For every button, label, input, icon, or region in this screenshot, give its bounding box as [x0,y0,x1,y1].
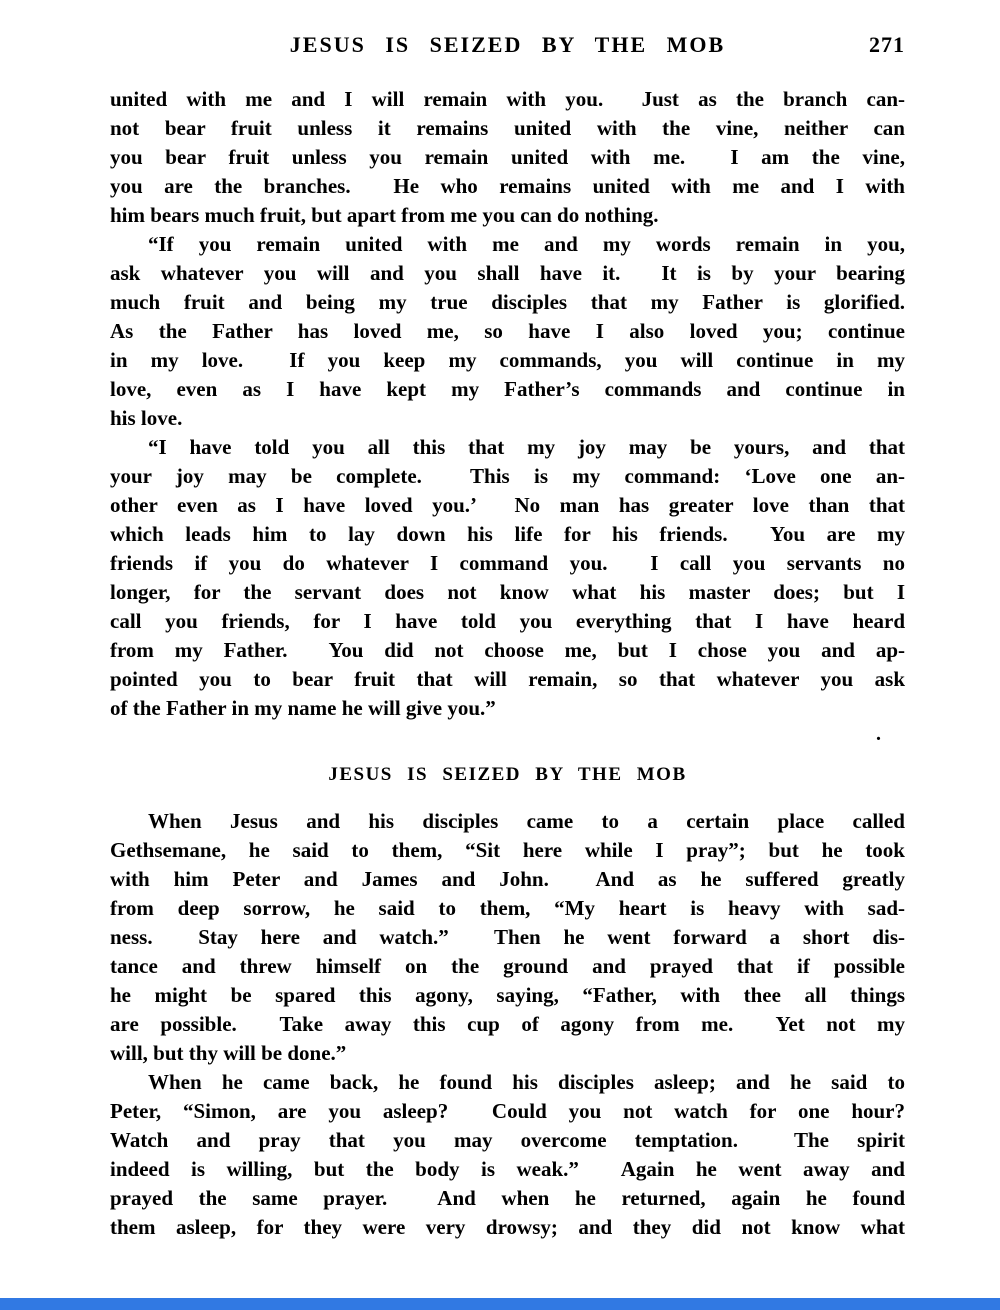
text-line: are possible. Take away this cup of agony from me. Yet not my [110,1012,905,1036]
paragraph [110,807,905,1068]
text-line: ness. Stay here and watch.” Then he went forward a short dis- [110,925,905,949]
text-line: love, even as I have kept my Father’s commands and continue in [110,377,905,401]
text-line: him bears much fruit, but apart from me you can do nothing. [110,203,659,227]
text-line: When he came back, he found his disciples asleep; and he said to [148,1070,905,1094]
text-line: your joy may be complete. This is my command: ‘Love one an- [110,464,905,488]
text-line: ask whatever you will and you shall have it. It is by your bearing [110,261,905,285]
text-line: them asleep, for they were very drowsy; and they did not know what [110,1215,905,1239]
paragraph [110,433,905,723]
text-line: friends if you do whatever I command you. I call you servants no [110,551,905,575]
text-line: longer, for the servant does not know what his master does; but I [110,580,905,604]
text-line: pointed you to bear fruit that will remain, so that whatever you ask [110,667,905,691]
bottom-blue-bar [0,1298,1000,1310]
text-line: much fruit and being my true disciples that my Father is glorified. [110,290,905,314]
text-line: other even as I have loved you.’ No man has greater love than that [110,493,905,517]
text-line: his love. [110,406,183,430]
page-number: 271 [869,32,905,57]
text-line: from my Father. You did not choose me, but I chose you and ap- [110,638,905,662]
text-line: As the Father has loved me, so have I also loved you; continue [110,319,905,343]
text-line: he might be spared this agony, saying, “Father, with thee all things [110,983,905,1007]
text-line: “If you remain united with me and my words remain in you, [148,232,905,256]
running-header [110,32,905,58]
paragraph [110,230,905,433]
text-line: from deep sorrow, he said to them, “My heart is heavy with sad- [110,896,905,920]
text-block [110,85,905,1242]
paragraph [110,85,905,230]
running-header-title: JESUS IS SEIZED BY THE MOB [289,32,726,57]
text-line: with him Peter and James and John. And as he suffered greatly [110,867,905,891]
paragraph [110,1068,905,1242]
text-line: will, but thy will be done.” [110,1041,347,1065]
text-line: you bear fruit unless you remain united with me. I am the vine, [110,145,905,169]
text-line: prayed the same prayer. And when he returned, again he found [110,1186,905,1210]
text-line: of the Father in my name he will give you.” [110,696,496,720]
stray-ink-mark: . [876,723,881,745]
text-line: call you friends, for I have told you everything that I have heard [110,609,905,633]
text-line: When Jesus and his disciples came to a certain place called [148,809,905,833]
text-line: indeed is willing, but the body is weak.” Again he went away and [110,1157,905,1181]
text-line: you are the branches. He who remains united with me and I with [110,174,905,198]
text-line: united with me and I will remain with you. Just as the branch can- [110,87,905,111]
text-line: Peter, “Simon, are you asleep? Could you not watch for one hour? [110,1099,905,1123]
text-line: not bear fruit unless it remains united with the vine, neither can [110,116,905,140]
section-heading: JESUS IS SEIZED BY THE MOB [328,764,687,785]
text-line: Gethsemane, he said to them, “Sit here while I pray”; but he took [110,838,905,862]
text-line: in my love. If you keep my commands, you will continue in my [110,348,905,372]
text-line: which leads him to lay down his life for his friends. You are my [110,522,905,546]
text-line: tance and threw himself on the ground and prayed that if possible [110,954,905,978]
text-line: “I have told you all this that my joy may be yours, and that [148,435,905,459]
text-line: Watch and pray that you may overcome temptation. The spirit [110,1128,905,1152]
